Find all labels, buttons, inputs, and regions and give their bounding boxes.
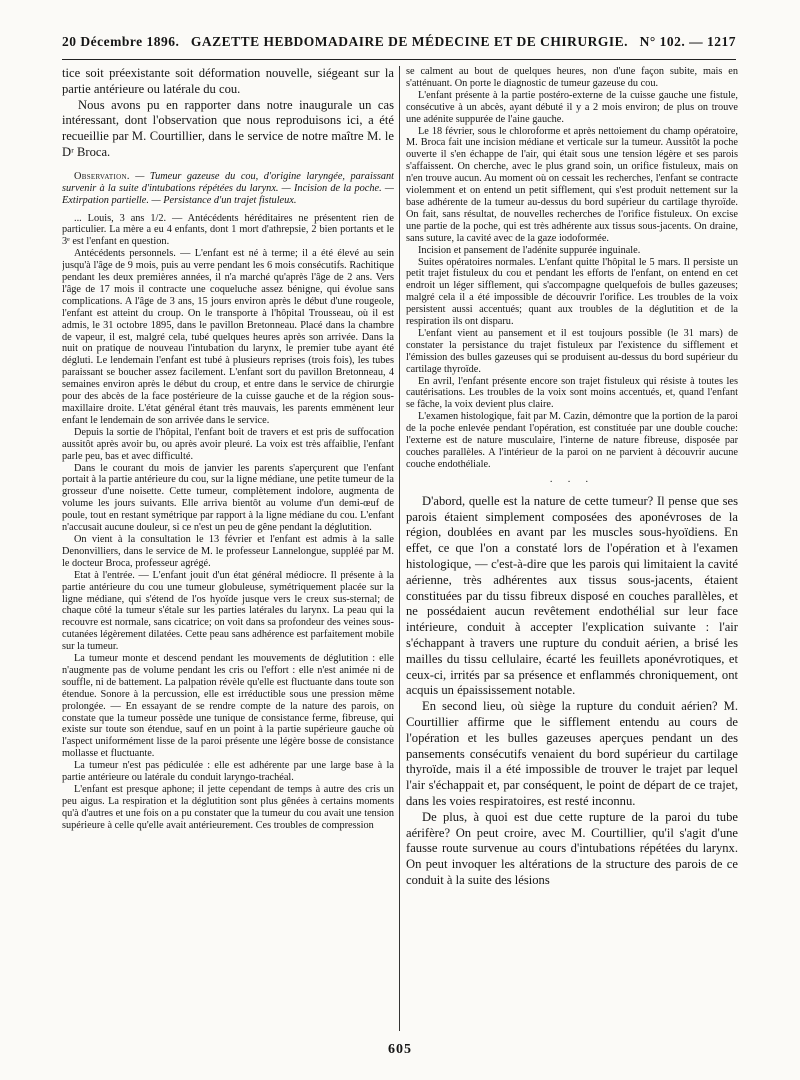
observation-label: Observation. (74, 170, 130, 182)
header-issue-page: N° 102. — 1217 (639, 34, 736, 49)
observation-paragraph: se calment au bout de quelques heures, non d'une façon subite, mais en s'atténuant. On porte le diagnostic de tumeur gazeuse du cou. (406, 66, 738, 89)
intro-text (62, 66, 394, 161)
right-column (406, 66, 738, 1036)
observation-paragraph: En avril, l'enfant présente encore son trajet fistuleux qui résiste à toutes les cautérisations. Les troubles de la voix sont moins accentués, et, quand l'enfant se fâche, la voix devient plus claire. (406, 375, 738, 411)
observation-paragraph: Antécédents personnels. — L'enfant est né à terme; il a été élevé au sein jusqu'à l'âge de 9 mois, puis au verre pendant les 6 mois consécutifs. Rachitique pendant les deux premières années, il n'a marché qu'après l'âge de 2 ans. Vers l'âge de 17 mois il contracte une coqueluche assez bénigne, qui évolue sans complications. A l'âge de 3 ans, 15 jours environ après le début d'une rougeole, l'enfant est atteint du croup. On le transporte à l'hôpital Trousseau, où il est admis, le 31 octobre 1895, dans le pavillon Bretonneau. Placé dans la chambre de vapeur, il est, malgré cela, tubé quelques heures après son arrivée. Dans la nuit on pratique de nouveau l'intubation du larynx, le premier tube ayant été dégluti. Le lendemain l'enfant est tubé à plusieurs reprises (trois fois), les tubes paraissant se boucher assez facilement. L'enfant sort du pavillon Bretonneau, 4 semaines environ après le début du croup, et entre dans le service de chirurgie pour des abcès de la face postérieure de la cuisse gauche et de la région sous-maxillaire droite. L'état général étant très mauvais, les parents emmènent leur enfant le lendemain de son arrivée dans le service. (62, 248, 394, 426)
observation-paragraph: ... Louis, 3 ans 1/2. — Antécédents héréditaires ne présentent rien de particulier. La mère a eu 4 enfants, dont 1 mort d'athrepsie, 2 bien portants et le 3ᵉ est l'enfant en question. (62, 212, 394, 248)
intro-paragraph: tice soit préexistante soit déformation nouvelle, siégeant sur la partie antérieure ou latérale du cou. (62, 66, 394, 96)
observation-paragraph: Depuis la sortie de l'hôpital, l'enfant boit de travers et est pris de suffocation aussitôt après avoir bu, ou après avoir pleuré. La voix est très affaiblie, l'enfant parle peu, bas et avec difficulté. (62, 426, 394, 462)
observation-paragraph: L'enfant est presque aphone; il jette cependant de temps à autre des cris un peu aigus. La respiration et la déglutition sont plus gênées à certains moments qu'à d'autres et une fois on a pu constater que la tumeur du cou avait une tension supérieure à celle qu'elle avait antérieurement. Ces troubles de compression (62, 784, 394, 831)
discussion-text (406, 494, 738, 889)
observation-section (62, 171, 394, 832)
observation-paragraph: On vient à la consultation le 13 février et l'enfant est admis à la salle Denonvilliers, dans le service de M. le professeur Lannelongue, suppléé par M. le docteur Broca, professeur agrégé. (62, 533, 394, 569)
header-date: 20 Décembre 1896. (62, 34, 180, 49)
discussion-paragraph: D'abord, quelle est la nature de cette tumeur? Il pense que ses parois étaient simplement composées des aponévroses de la région, doublées en avant par les muscles sous-hyoïdiens. En effet, ce que l'on a constaté lors de l'opération et à l'examen histologique, — c'est-à-dire que les parois qui limitaient la cavité aérienne, très adhérentes aux tissus sous-jacents, étaient constituées par du tissu fibreux disposé en couches parallèles, et ne possédaient aucun revêtement endothélial sur leur face intérieure, conduit à accepter l'explication suivante : l'air s'échappant à travers une rupture du conduit aérien, a brisé les mailles du tissu cellulaire, écarté les feuillets aponévrotiques, et ceux-ci, irrités par sa présence et enflammés chroniquement, ont acquis un épaississement notable. (406, 493, 738, 698)
observation-title: — Tumeur gazeuse du cou, d'origine laryngée, paraissant survenir à la suite d'intubations répétées du larynx. — Incision de la poche. — Extirpation partielle. — Persistance d'un trajet fistuleux. (62, 170, 394, 206)
left-column (62, 66, 394, 1036)
observation-paragraph: L'enfant présente à la partie postéro-externe de la cuisse gauche une fistule, consécutive à un abcès, ayant débuté il y a 2 mois environ; de plus on trouve une adénite suppurée de l'aine gauche. (406, 89, 738, 125)
observation-heading (62, 171, 394, 207)
observation-paragraph: Incision et pansement de l'adénite suppurée inguinale. (418, 244, 641, 256)
page-number: 605 (388, 1042, 412, 1057)
observation-paragraph: La tumeur n'est pas pédiculée : elle est adhérente par une large base à la partie antérieure ou latérale du conduit laryngo-trachéal. (62, 760, 394, 784)
observation-paragraph: La tumeur monte et descend pendant les mouvements de déglutition : elle n'augmente pas de volume pendant les cris ou l'effort : elle n'est animée ni de souffle, ni de battement. La palpation révèle qu'elle est fluctuante dans toute son étendue. Sonore à la percussion, elle est irréductible sous une pression même prolongée. — En essayant de se rendre compte de la nature des parois, on constate que la tumeur possède une tunique de consistance ferme, fibreuse, qui existe sur toute son étendue, sauf en un point à la partie supérieure gauche où l'aspect uniformément lisse de la paroi présente une légère bosse de consistance mollasse et fluctuante. (62, 653, 394, 760)
observation-continued (406, 66, 738, 471)
section-ornament: · · · (549, 476, 595, 488)
discussion-paragraph: En second lieu, où siège la rupture du conduit aérien? M. Courtillier affirme que le sifflement entendu au cours de l'opération et les bulles gazeuses aperçues pendant un des pansements consécutifs venaient du bord supérieur du cartilage thyroïde, mais il a été impossible de trouver le trajet par lequel l'air s'échappait et, par conséquent, le point de départ de ce trajet, dans les voies respiratoires, est resté inconnu. (406, 699, 738, 808)
discussion-paragraph: De plus, à quoi est due cette rupture de la paroi du tube aérifère? On peut croire, avec M. Courtillier, qu'il s'agit d'une fausse route survenue au cours d'intubations répétées du larynx. On peut invoquer les altérations de la structure des parois de ce conduit à la suite des lésions (406, 809, 738, 887)
observation-paragraph: Etat à l'entrée. — L'enfant jouit d'un état général médiocre. Il présente à la partie antérieure du cou une tumeur globuleuse, symétriquement placée sur la ligne médiane, qui s'étend de l'os hyoïde jusque vers le creux sus-sternal; de chaque côté la tumeur s'étale sur les parties latérales du larynx. La peau qui la recouvre est normale, sans cicatrice; on voit dans sa profondeur des veines sous-cutanées légèrement dilatées. Cette peau sans adhérence est parfaitement mobile sur la tumeur. (62, 569, 394, 653)
header-rule (62, 59, 736, 60)
header-journal-title: GAZETTE HEBDOMADAIRE DE MÉDECINE ET DE CHIRURGIE. (190, 34, 629, 49)
running-header (62, 34, 736, 54)
observation-paragraph: Dans le courant du mois de janvier les parents s'aperçurent que l'enfant portait à la partie antérieure du cou, sur la ligne médiane, une petite tumeur de la grosseur d'une noisette. Cette tumeur, complètement indolore, augmenta de volume les jours suivants. Elle arriva bientôt au volume d'un demi-œuf de poule, tout en restant symétrique par rapport à la ligne médiane du cou. L'enfant n'accusait aucune douleur, si ce n'est un peu de gêne pendant la déglutition. (62, 462, 394, 534)
observation-paragraph: L'examen histologique, fait par M. Cazin, démontre que la portion de la paroi de la poche enlevée pendant l'opération, est constituée par une double couche: l'externe est de nature musculaire, l'interne de nature fibreuse, disposée par couches parallèles. A l'intérieur de la paroi on ne parvient à découvrir aucune couche endothéliale. (406, 411, 738, 470)
observation-paragraph: Suites opératoires normales. L'enfant quitte l'hôpital le 5 mars. Il persiste un petit trajet fistuleux du cou et pendant les efforts de l'enfant, on entend en cet endroit un léger sifflement, qui s'accompagne quelquefois de bulles gazeuses; malgré cela il a été impossible de découvrir l'orifice. Les troubles de la voix persistent aussi accentués; quant aux troubles de la déglutition et de la respiration ils ont disparu. (406, 256, 738, 328)
observation-paragraph: L'enfant vient au pansement et il est toujours possible (le 31 mars) de constater la persistance du trajet fistuleux par l'existence du sifflement et l'émission des bulles gazeuses qui se produisent au-dessus du bord supérieur du cartilage thyroïde. (406, 327, 738, 375)
column-divider (399, 66, 400, 1031)
observation-paragraph: Le 18 février, sous le chloroforme et après nettoiement du champ opératoire, M. Broca fait une incision médiane et verticale sur la tumeur. Aussitôt la poche ouverte il s'en échappe de l'air, qui était sous une tension légère et ses parois s'affaissent. On cherche, avec le plus grand soin, un orifice fistuleux, mais on n'en trouve aucun. Au moment où on cessait les recherches, l'enfant se contracte violemment et on entend un petit sifflement, qui s'est produit nettement sur la base adhérente de la tumeur au-dessus du bord supérieur du cartilage thyroïde. On fait, sans résultat, de nouvelles recherches de l'orifice fistuleux. On excise une partie de la poche, qui est très adhérente aux tissus sous-jacents. On draine, sans suture, la cavité avec de la gaze iodoformée. (406, 125, 738, 244)
intro-paragraph: Nous avons pu en rapporter dans notre inaugurale un cas intéressant, dont l'observation que nous reproduisons ici, a été recueillie par M. Courtillier, dans le service de notre maître M. le Dʳ Broca. (62, 97, 394, 159)
